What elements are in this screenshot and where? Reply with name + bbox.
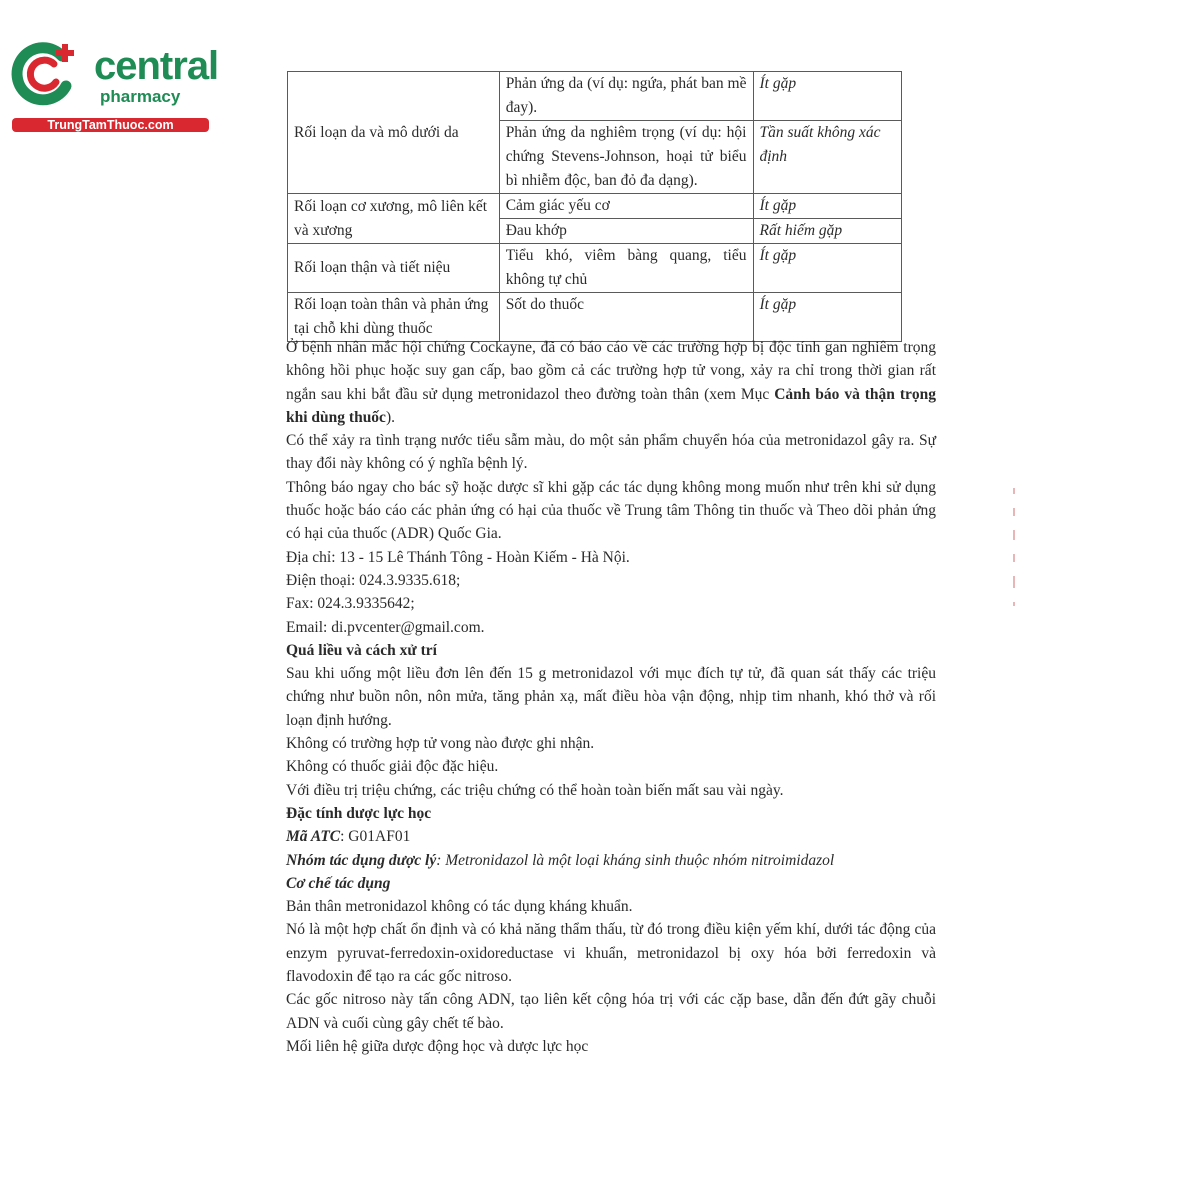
organ-system-cell: Rối loạn da và mô dưới da: [288, 72, 500, 194]
paragraph-cockayne: Ở bệnh nhân mắc hội chứng Cockayne, đã có báo cáo về các trường hợp bị độc tính gan nghiêm trọng không hồi phục hoặc suy gan cấp, bao gồm cả các trường hợp tử vong, xảy ra chỉ trong thời gian rất ngắn sau khi bắt đầu sử dụng metronidazol theo đường toàn thân (xem Mục Cảnh báo và thận trọng khi dùng thuốc).: [286, 339, 936, 426]
section-reference: Cảnh báo và thận trọng khi dùng thuốc: [286, 385, 936, 426]
paragraph-mechanism-3: Các gốc nitroso này tấn công ADN, tạo liên kết cộng hóa trị với các cặp base, dẫn đến đứt gãy chuỗi ADN và cuối cùng gây chết tế bào.: [286, 991, 936, 1032]
table-row: [288, 244, 902, 293]
reaction-cell: Sốt do thuốc: [499, 293, 753, 342]
email-line: Email: di.pvcenter@gmail.com.: [286, 618, 485, 636]
heading-mechanism: Cơ chế tác dụng: [286, 874, 391, 892]
pharmacy-logo: [10, 38, 219, 138]
paragraph-mechanism-1: Bản thân metronidazol không có tác dụng kháng khuẩn.: [286, 898, 633, 916]
atc-label: Mã ATC: [286, 828, 341, 846]
organ-system-cell: Rối loạn thận và tiết niệu: [288, 244, 500, 293]
address-line: Địa chỉ: 13 - 15 Lê Thánh Tông - Hoàn Kiếm - Hà Nội.: [286, 548, 630, 566]
brand-website: TrungTamThuoc.com: [12, 118, 209, 132]
paragraph-symptomatic: Với điều trị triệu chứng, các triệu chứng có thể hoàn toàn biến mất sau vài ngày.: [286, 781, 784, 799]
atc-value: : G01AF01: [340, 828, 411, 846]
paragraph-urine: Có thể xảy ra tình trạng nước tiểu sẫm màu, do một sản phẩm chuyển hóa của metronidazol gây ra. Sự thay đổi này không có ý nghĩa bệnh lý.: [286, 432, 936, 473]
reaction-cell: Phản ứng da nghiêm trọng (ví dụ: hội chứng Stevens-Johnson, hoại tử biểu bì nhiễm độc, ban đỏ đa dạng).: [499, 121, 753, 194]
table-row: [288, 72, 902, 121]
paragraph-mechanism-2: Nó là một hợp chất ổn định và có khả năng thẩm thấu, từ đó trong điều kiện yếm khí, dưới tác động của enzym pyruvat-ferredoxin-oxidoreductase vi khuẩn, metronidazol bị oxy hóa bởi ferredoxin và flavodoxin để tạo ra các gốc nitroso.: [286, 921, 936, 986]
frequency-cell: Tần suất không xác định: [753, 121, 902, 194]
organ-system-cell: Rối loạn cơ xương, mô liên kết và xương: [288, 194, 500, 244]
reaction-cell: Phản ứng da (ví dụ: ngứa, phát ban mề đay).: [499, 72, 753, 121]
paragraph-no-antidote: Không có thuốc giải độc đặc hiệu.: [286, 758, 499, 776]
heading-overdose: Quá liều và cách xử trí: [286, 641, 437, 659]
reaction-cell: Đau khớp: [499, 219, 753, 244]
stamp-marks: [1010, 488, 1018, 638]
frequency-cell: Ít gặp: [753, 244, 902, 293]
organ-system-cell: Rối loạn toàn thân và phản ứng tại chỗ khi dùng thuốc: [288, 293, 500, 342]
group-value: : Metronidazol là một loại kháng sinh thuộc nhóm nitroimidazol: [436, 851, 835, 869]
heading-pharmacodynamics: Đặc tính dược lực học: [286, 804, 432, 822]
central-pharmacy-logo-icon: [10, 38, 80, 108]
paragraph-overdose: Sau khi uống một liều đơn lên đến 15 g metronidazol với mục đích tự tử, đã quan sát thấy các triệu chứng như buồn nôn, nôn mửa, tăng phản xạ, mất điều hòa vận động, nhịp tim nhanh, khó thở và rối loạn định hướng.: [286, 665, 936, 729]
brand-subtitle: pharmacy: [100, 87, 181, 106]
paragraph-pk-pd: Mối liên hệ giữa dược động học và dược lực học: [286, 1037, 589, 1055]
paragraph-no-deaths: Không có trường hợp tử vong nào được ghi nhận.: [286, 735, 595, 753]
brand-name: central: [94, 44, 219, 88]
table-row: [288, 293, 902, 342]
reaction-cell: Cảm giác yếu cơ: [499, 194, 753, 219]
frequency-cell: Rất hiếm gặp: [753, 219, 902, 244]
table-row: [288, 194, 902, 219]
document-body: [286, 336, 936, 1058]
phone-line: Điện thoại: 024.3.9335.618;: [286, 571, 461, 589]
frequency-cell: Ít gặp: [753, 293, 902, 342]
adverse-reactions-table: [287, 71, 902, 342]
paragraph-report: Thông báo ngay cho bác sỹ hoặc dược sĩ khi gặp các tác dụng không mong muốn như trên khi sử dụng thuốc hoặc báo cáo các phản ứng có hại của thuốc về Trung tâm Thông tin thuốc và Theo dõi phản ứng có hại của thuốc (ADR) Quốc Gia.: [286, 478, 936, 543]
frequency-cell: Ít gặp: [753, 72, 902, 121]
reaction-cell: Tiểu khó, viêm bàng quang, tiểu không tự chủ: [499, 244, 753, 293]
frequency-cell: Ít gặp: [753, 194, 902, 219]
fax-line: Fax: 024.3.9335642;: [286, 595, 415, 613]
atc-line: [286, 825, 936, 848]
pharmacologic-group-line: [286, 849, 936, 872]
group-label: Nhóm tác dụng dược lý: [286, 851, 437, 869]
